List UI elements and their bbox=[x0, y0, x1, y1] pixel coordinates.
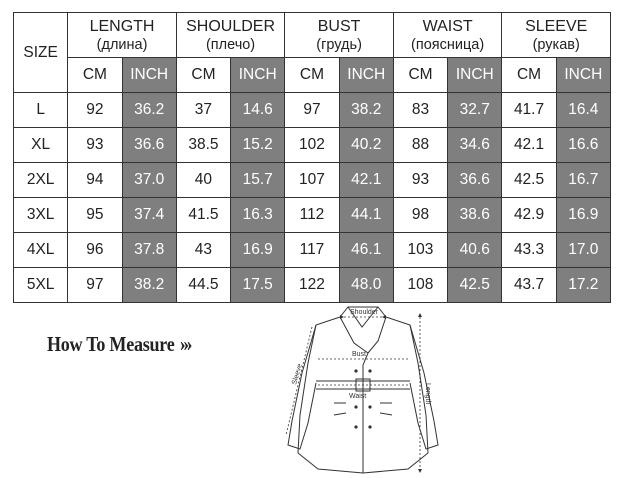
cm-value-cell: 83 bbox=[393, 93, 447, 128]
unit-cm-header: CM bbox=[176, 58, 230, 93]
waist-label: Waist bbox=[349, 393, 367, 400]
cm-value-cell: 108 bbox=[393, 268, 447, 303]
inch-value-cell: 38.2 bbox=[122, 268, 176, 303]
size-cell: 2XL bbox=[14, 163, 68, 198]
inch-value-cell: 37.8 bbox=[122, 233, 176, 268]
inch-value-cell: 36.2 bbox=[122, 93, 176, 128]
size-cell: XL bbox=[14, 128, 68, 163]
inch-value-cell: 44.1 bbox=[339, 198, 393, 233]
inch-value-cell: 40.6 bbox=[448, 233, 502, 268]
cm-value-cell: 117 bbox=[285, 233, 339, 268]
cm-value-cell: 42.9 bbox=[502, 198, 556, 233]
inch-value-cell: 17.5 bbox=[231, 268, 285, 303]
cm-value-cell: 95 bbox=[68, 198, 122, 233]
cm-value-cell: 103 bbox=[393, 233, 447, 268]
coat-outline-icon bbox=[278, 303, 448, 475]
inch-value-cell: 42.5 bbox=[448, 268, 502, 303]
inch-value-cell: 40.2 bbox=[339, 128, 393, 163]
cm-value-cell: 43.3 bbox=[502, 233, 556, 268]
inch-value-cell: 16.7 bbox=[556, 163, 610, 198]
cm-value-cell: 97 bbox=[68, 268, 122, 303]
size-chart-table bbox=[13, 12, 611, 303]
unit-row bbox=[14, 58, 611, 93]
cm-value-cell: 40 bbox=[176, 163, 230, 198]
inch-value-cell: 46.1 bbox=[339, 233, 393, 268]
cm-value-cell: 43.7 bbox=[502, 268, 556, 303]
inch-value-cell: 15.7 bbox=[231, 163, 285, 198]
triple-chevron-icon: ››› bbox=[179, 332, 190, 356]
cm-value-cell: 93 bbox=[68, 128, 122, 163]
inch-value-cell: 36.6 bbox=[122, 128, 176, 163]
cm-value-cell: 107 bbox=[285, 163, 339, 198]
length-header: LENGTH (длина) bbox=[68, 13, 177, 58]
length-label: Length bbox=[424, 383, 431, 405]
inch-value-cell: 36.6 bbox=[448, 163, 502, 198]
how-to-measure-title: How To Measure ››› bbox=[47, 332, 190, 356]
inch-value-cell: 34.6 bbox=[448, 128, 502, 163]
waist-header: WAIST (поясница) bbox=[393, 13, 502, 58]
inch-value-cell: 16.4 bbox=[556, 93, 610, 128]
cm-value-cell: 42.5 bbox=[502, 163, 556, 198]
inch-value-cell: 17.2 bbox=[556, 268, 610, 303]
cm-value-cell: 43 bbox=[176, 233, 230, 268]
cm-value-cell: 88 bbox=[393, 128, 447, 163]
unit-inch-header: INCH bbox=[122, 58, 176, 93]
cm-value-cell: 37 bbox=[176, 93, 230, 128]
bust-header: BUST (грудь) bbox=[285, 13, 394, 58]
cm-value-cell: 98 bbox=[393, 198, 447, 233]
shoulder-label: Shoulder bbox=[350, 309, 379, 316]
sleeve-label: Sleeve bbox=[291, 363, 304, 386]
cm-value-cell: 38.5 bbox=[176, 128, 230, 163]
cm-value-cell: 42.1 bbox=[502, 128, 556, 163]
unit-inch-header: INCH bbox=[231, 58, 285, 93]
inch-value-cell: 38.6 bbox=[448, 198, 502, 233]
size-cell: 3XL bbox=[14, 198, 68, 233]
cm-value-cell: 96 bbox=[68, 233, 122, 268]
bust-label: Bust bbox=[352, 351, 367, 358]
unit-inch-header: INCH bbox=[556, 58, 610, 93]
inch-value-cell: 37.4 bbox=[122, 198, 176, 233]
inch-value-cell: 16.9 bbox=[231, 233, 285, 268]
unit-inch-header: INCH bbox=[339, 58, 393, 93]
cm-value-cell: 112 bbox=[285, 198, 339, 233]
shoulder-header: SHOULDER (плечо) bbox=[176, 13, 285, 58]
inch-value-cell: 16.9 bbox=[556, 198, 610, 233]
inch-value-cell: 17.0 bbox=[556, 233, 610, 268]
inch-value-cell: 32.7 bbox=[448, 93, 502, 128]
cm-value-cell: 97 bbox=[285, 93, 339, 128]
size-cell: L bbox=[14, 93, 68, 128]
size-column-header: SIZE bbox=[14, 13, 68, 93]
inch-value-cell: 16.3 bbox=[231, 198, 285, 233]
cm-value-cell: 41.7 bbox=[502, 93, 556, 128]
size-cell: 5XL bbox=[14, 268, 68, 303]
unit-cm-header: CM bbox=[502, 58, 556, 93]
inch-value-cell: 15.2 bbox=[231, 128, 285, 163]
cm-value-cell: 41.5 bbox=[176, 198, 230, 233]
cm-value-cell: 122 bbox=[285, 268, 339, 303]
table-row bbox=[14, 233, 611, 268]
sleeve-header: SLEEVE (рукав) bbox=[502, 13, 611, 58]
coat-measurement-diagram bbox=[278, 303, 448, 475]
cm-value-cell: 44.5 bbox=[176, 268, 230, 303]
inch-value-cell: 37.0 bbox=[122, 163, 176, 198]
table-row bbox=[14, 268, 611, 303]
cm-value-cell: 93 bbox=[393, 163, 447, 198]
table-row bbox=[14, 198, 611, 233]
inch-value-cell: 48.0 bbox=[339, 268, 393, 303]
cm-value-cell: 92 bbox=[68, 93, 122, 128]
inch-value-cell: 14.6 bbox=[231, 93, 285, 128]
cm-value-cell: 102 bbox=[285, 128, 339, 163]
inch-value-cell: 42.1 bbox=[339, 163, 393, 198]
inch-value-cell: 38.2 bbox=[339, 93, 393, 128]
unit-cm-header: CM bbox=[285, 58, 339, 93]
unit-cm-header: CM bbox=[393, 58, 447, 93]
table-row bbox=[14, 128, 611, 163]
table-row bbox=[14, 93, 611, 128]
inch-value-cell: 16.6 bbox=[556, 128, 610, 163]
table-row bbox=[14, 163, 611, 198]
unit-cm-header: CM bbox=[68, 58, 122, 93]
unit-inch-header: INCH bbox=[448, 58, 502, 93]
cm-value-cell: 94 bbox=[68, 163, 122, 198]
size-cell: 4XL bbox=[14, 233, 68, 268]
